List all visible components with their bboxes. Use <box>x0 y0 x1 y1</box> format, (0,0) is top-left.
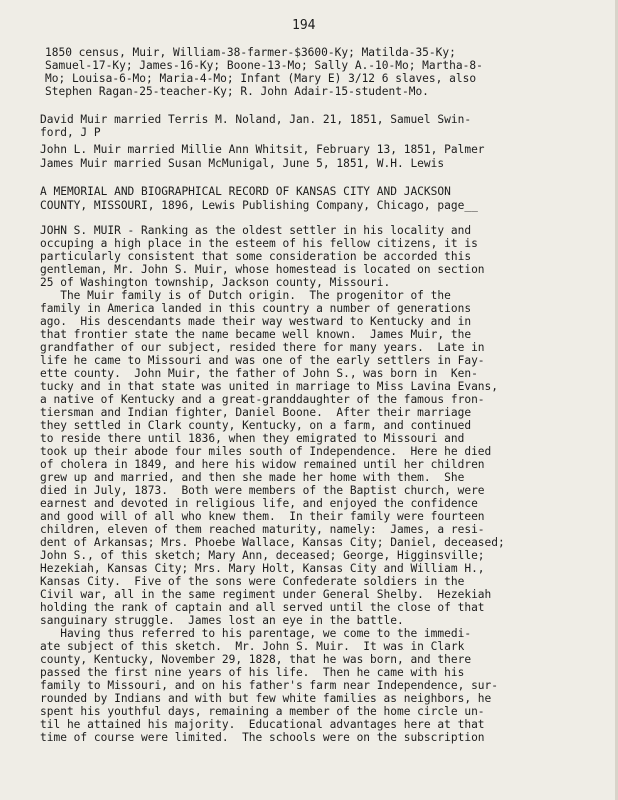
marriage-line: John L. Muir married Millie Ann Whitsit, February 13, 1851, Palmer <box>40 143 485 156</box>
bio-line: passed the first nine years of his life. Then he came with his <box>40 666 465 679</box>
bio-line: they settled in Clark county, Kentucky, on a farm, and continued <box>40 419 472 432</box>
marriage-line: ford, J P <box>40 126 101 139</box>
bio-line: and good will of all who knew them. In their family were fourteen <box>40 510 485 523</box>
bio-line: Hezekiah, Kansas City; Mrs. Mary Holt, Kansas City and William H., <box>40 562 485 575</box>
bio-line: Having thus referred to his parentage, we come to the immedi- <box>40 627 472 640</box>
bio-line: sanguinary struggle. James lost an eye in the battle. <box>40 614 404 627</box>
bio-line: to reside there until 1836, when they emigrated to Missouri and <box>40 432 465 445</box>
census-line: 1850 census, Muir, William-38-farmer-$3600-Ky; Matilda-35-Ky; <box>45 46 456 59</box>
bio-line: family to Missouri, and on his father's farm near Independence, sur- <box>40 679 499 692</box>
bio-line: occuping a high place in the esteem of his fellow citizens, it is <box>40 237 478 250</box>
source-line: A MEMORIAL AND BIOGRAPHICAL RECORD OF KANSAS CITY AND JACKSON <box>40 185 451 198</box>
census-line: Mo; Louisa-6-Mo; Maria-4-Mo; Infant (Mary E) 3/12 6 slaves, also <box>45 72 477 85</box>
bio-line: JOHN S. MUIR - Ranking as the oldest settler in his locality and <box>40 224 472 237</box>
bio-line: holding the rank of captain and all served until the close of that <box>40 601 485 614</box>
census-line: Stephen Ragan-25-teacher-Ky; R. John Adair-15-student-Mo. <box>45 85 429 98</box>
bio-line: Civil war, all in the same regiment under General Shelby. Hezekiah <box>40 588 492 601</box>
source-line: COUNTY, MISSOURI, 1896, Lewis Publishing Company, Chicago, page__ <box>40 199 478 212</box>
bio-line: that frontier state the name became well known. James Muir, the <box>40 328 472 341</box>
bio-line: rounded by Indians and with but few white families as neighbors, he <box>40 692 492 705</box>
bio-line: ate subject of this sketch. Mr. John S. Muir. It was in Clark <box>40 640 465 653</box>
bio-line: time of course were limited. The schools were on the subscription <box>40 731 485 744</box>
bio-line: a native of Kentucky and a great-granddaughter of the famous fron- <box>40 393 485 406</box>
bio-line: particularly consistent that some consideration be accorded this <box>40 250 472 263</box>
bio-line: spent his youthful days, remaining a member of the home circle un- <box>40 705 485 718</box>
bio-line: grandfather of our subject, resided there for many years. Late in <box>40 341 485 354</box>
bio-line: 25 of Washington township, Jackson county, Missouri. <box>40 276 391 289</box>
bio-line: earnest and devoted in religious life, and enjoyed the confidence <box>40 497 478 510</box>
bio-line: til he attained his majority. Educational advantages here at that <box>40 718 485 731</box>
marriage-line: David Muir married Terris M. Noland, Jan. 21, 1851, Samuel Swin- <box>40 113 472 126</box>
bio-line: The Muir family is of Dutch origin. The progenitor of the <box>40 289 451 302</box>
census-line: Samuel-17-Ky; James-16-Ky; Boone-13-Mo; Sally A.-10-Mo; Martha-8- <box>45 59 483 72</box>
marriage-line: James Muir married Susan McMunigal, June 5, 1851, W.H. Lewis <box>40 157 445 170</box>
bio-line: of cholera in 1849, and here his widow remained until her children <box>40 458 485 471</box>
bio-line: dent of Arkansas; Mrs. Phoebe Wallace, Kansas City; Daniel, deceased; <box>40 536 505 549</box>
page-number: 194 <box>292 18 316 33</box>
bio-line: John S., of this sketch; Mary Ann, deceased; George, Higginsville; <box>40 549 485 562</box>
bio-line: ago. His descendants made their way westward to Kentucky and in <box>40 315 472 328</box>
bio-line: gentleman, Mr. John S. Muir, whose homestead is located on section <box>40 263 485 276</box>
bio-line: grew up and married, and then she made her home with them. She <box>40 471 465 484</box>
bio-line: ette county. John Muir, the father of John S., was born in Ken- <box>40 367 478 380</box>
bio-line: tiersman and Indian fighter, Daniel Boone. After their marriage <box>40 406 472 419</box>
bio-line: took up their abode four miles south of Independence. Here he died <box>40 445 492 458</box>
bio-line: died in July, 1873. Both were members of the Baptist church, were <box>40 484 485 497</box>
bio-line: children, eleven of them reached maturity, namely: James, a resi- <box>40 523 485 536</box>
bio-line: life he came to Missouri and was one of the early settlers in Fay- <box>40 354 485 367</box>
bio-line: tucky and in that state was united in marriage to Miss Lavina Evans, <box>40 380 499 393</box>
bio-line: county, Kentucky, November 29, 1828, that he was born, and there <box>40 653 472 666</box>
bio-line: family in America landed in this country a number of generations <box>40 302 472 315</box>
bio-line: Kansas City. Five of the sons were Confederate soldiers in the <box>40 575 465 588</box>
